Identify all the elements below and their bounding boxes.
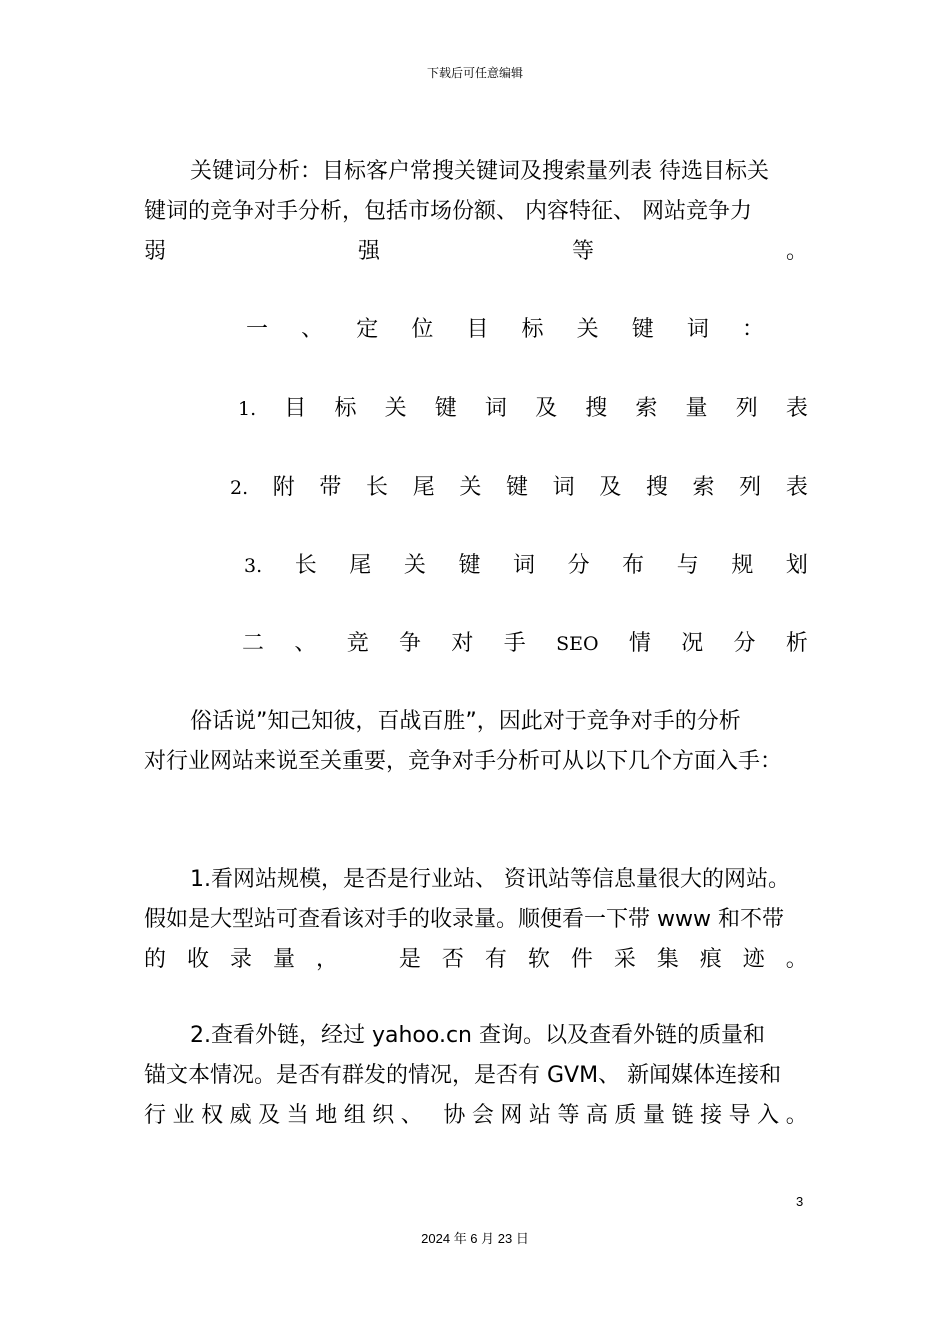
char: 织	[372, 1103, 395, 1128]
char: 集	[656, 947, 679, 972]
char: 组	[343, 1103, 366, 1128]
char: 对	[451, 631, 474, 656]
char: 规	[731, 553, 754, 578]
char: 与	[676, 553, 699, 578]
char: 痕	[699, 947, 722, 972]
char: 录	[229, 947, 252, 972]
char: 表	[785, 475, 808, 500]
char: SEO	[556, 633, 599, 655]
char: 词	[513, 553, 536, 578]
para-line: 关键词分析：目标客户常搜关键词及搜索量列表 待选目标关	[190, 159, 769, 184]
char: 软	[527, 947, 550, 972]
list-item-3	[244, 546, 808, 586]
para-line: 俗话说”知己知彼，百战百胜”，因此对于竞争对手的分析	[190, 709, 741, 734]
para-line-justified	[144, 232, 808, 272]
char: 标	[334, 396, 357, 421]
char: ，	[315, 947, 338, 972]
char: 弱	[144, 239, 167, 264]
paragraph-backlinks	[144, 1016, 808, 1136]
char: 键	[434, 396, 457, 421]
item-number: 3.	[244, 555, 263, 577]
char: 尾	[349, 553, 372, 578]
char: 划	[785, 553, 808, 578]
char: 分	[733, 631, 756, 656]
footer-date: 2024 年 6 月 23 日	[421, 1231, 529, 1246]
char: 协	[443, 1103, 466, 1128]
char: 长	[294, 553, 317, 578]
char: 尾	[412, 475, 435, 500]
section-heading-2	[242, 624, 808, 664]
char: 标	[521, 317, 544, 342]
para-line: 假如是大型站可查看该对手的收录量。顺便看一下带 www 和不带	[144, 907, 784, 932]
char: 是	[398, 947, 421, 972]
char: 量	[643, 1103, 666, 1128]
char: 链	[671, 1103, 694, 1128]
char: 。	[785, 239, 808, 264]
char: 。	[785, 1103, 808, 1128]
char: 等	[557, 1103, 580, 1128]
paragraph-keyword-analysis	[144, 152, 808, 272]
char: 高	[585, 1103, 608, 1128]
char: 站	[528, 1103, 551, 1128]
char: 接	[700, 1103, 723, 1128]
char: 键	[505, 475, 528, 500]
list-item-1	[238, 389, 808, 429]
char: 件	[570, 947, 593, 972]
char: 列	[735, 396, 758, 421]
char: 等	[571, 239, 594, 264]
char: 及	[599, 475, 622, 500]
para-line: 锚文本情况。是否有群发的情况，是否有 GVM、 新闻媒体连接和	[144, 1063, 782, 1088]
char: 行	[144, 1103, 167, 1128]
char: 一	[246, 317, 269, 342]
char: 关	[459, 475, 482, 500]
section-heading-1	[246, 310, 764, 350]
char: 搜	[645, 475, 668, 500]
char: 索	[692, 475, 715, 500]
char: 位	[411, 317, 434, 342]
paragraph-competitor-intro	[144, 702, 808, 782]
char: 键	[631, 317, 654, 342]
para-line: 键词的竞争对手分析，包括市场份额、 内容特征、 网站竞争力	[144, 199, 752, 224]
char: 量	[272, 947, 295, 972]
char: 关	[576, 317, 599, 342]
char: 、	[301, 317, 324, 342]
char: 导	[728, 1103, 751, 1128]
list-item-2	[230, 468, 808, 508]
char: 质	[614, 1103, 637, 1128]
char: 的	[144, 947, 167, 972]
char: 列	[739, 475, 762, 500]
char: 及	[535, 396, 558, 421]
char: 关	[403, 553, 426, 578]
header-note: 下载后可任意编辑	[426, 66, 523, 80]
char: 权	[201, 1103, 224, 1128]
char: 表	[785, 396, 808, 421]
char: 及	[258, 1103, 281, 1128]
char: 长	[366, 475, 389, 500]
char: 业	[172, 1103, 195, 1128]
char: 收	[186, 947, 209, 972]
item-number: 2.	[230, 477, 249, 499]
char: 否	[441, 947, 464, 972]
char: 定	[356, 317, 379, 342]
char: 、	[400, 1103, 423, 1128]
char: 析	[785, 631, 808, 656]
char: 迹	[742, 947, 765, 972]
paragraph-site-scale	[144, 860, 808, 980]
char: 情	[628, 631, 651, 656]
char: 词	[686, 317, 709, 342]
para-line: 1.看网站规模，是否是行业站、 资讯站等信息量很大的网站。	[190, 867, 790, 892]
char: 当	[286, 1103, 309, 1128]
char: 会	[471, 1103, 494, 1128]
char: 键	[458, 553, 481, 578]
para-line: 2.查看外链，经过 yahoo.cn 查询。以及查看外链的质量和	[190, 1023, 765, 1048]
char: 地	[315, 1103, 338, 1128]
item-number: 1.	[238, 398, 257, 420]
char: 带	[319, 475, 342, 500]
char: 分	[567, 553, 590, 578]
char: 威	[229, 1103, 252, 1128]
char: 强	[357, 239, 380, 264]
para-line: 对行业网站来说至关重要，竞争对手分析可从以下几个方面入手：	[144, 749, 783, 774]
char: 搜	[585, 396, 608, 421]
char: 索	[635, 396, 658, 421]
char: 目	[466, 317, 489, 342]
char: 关	[384, 396, 407, 421]
char: 手	[503, 631, 526, 656]
char: 附	[272, 475, 295, 500]
char: 词	[552, 475, 575, 500]
para-line-justified	[144, 940, 808, 980]
char: 、	[294, 631, 317, 656]
char: ：	[741, 317, 764, 342]
char: 二	[242, 631, 265, 656]
para-line-justified	[144, 1096, 808, 1136]
char: 有	[484, 947, 507, 972]
char: 目	[284, 396, 307, 421]
char: 况	[681, 631, 704, 656]
page-number: 3	[796, 1194, 804, 1209]
char: 争	[399, 631, 422, 656]
char: 量	[685, 396, 708, 421]
char: 。	[785, 947, 808, 972]
char: 网	[500, 1103, 523, 1128]
char: 竞	[346, 631, 369, 656]
char: 词	[484, 396, 507, 421]
char: 入	[757, 1103, 780, 1128]
char: 采	[613, 947, 636, 972]
char: 布	[622, 553, 645, 578]
